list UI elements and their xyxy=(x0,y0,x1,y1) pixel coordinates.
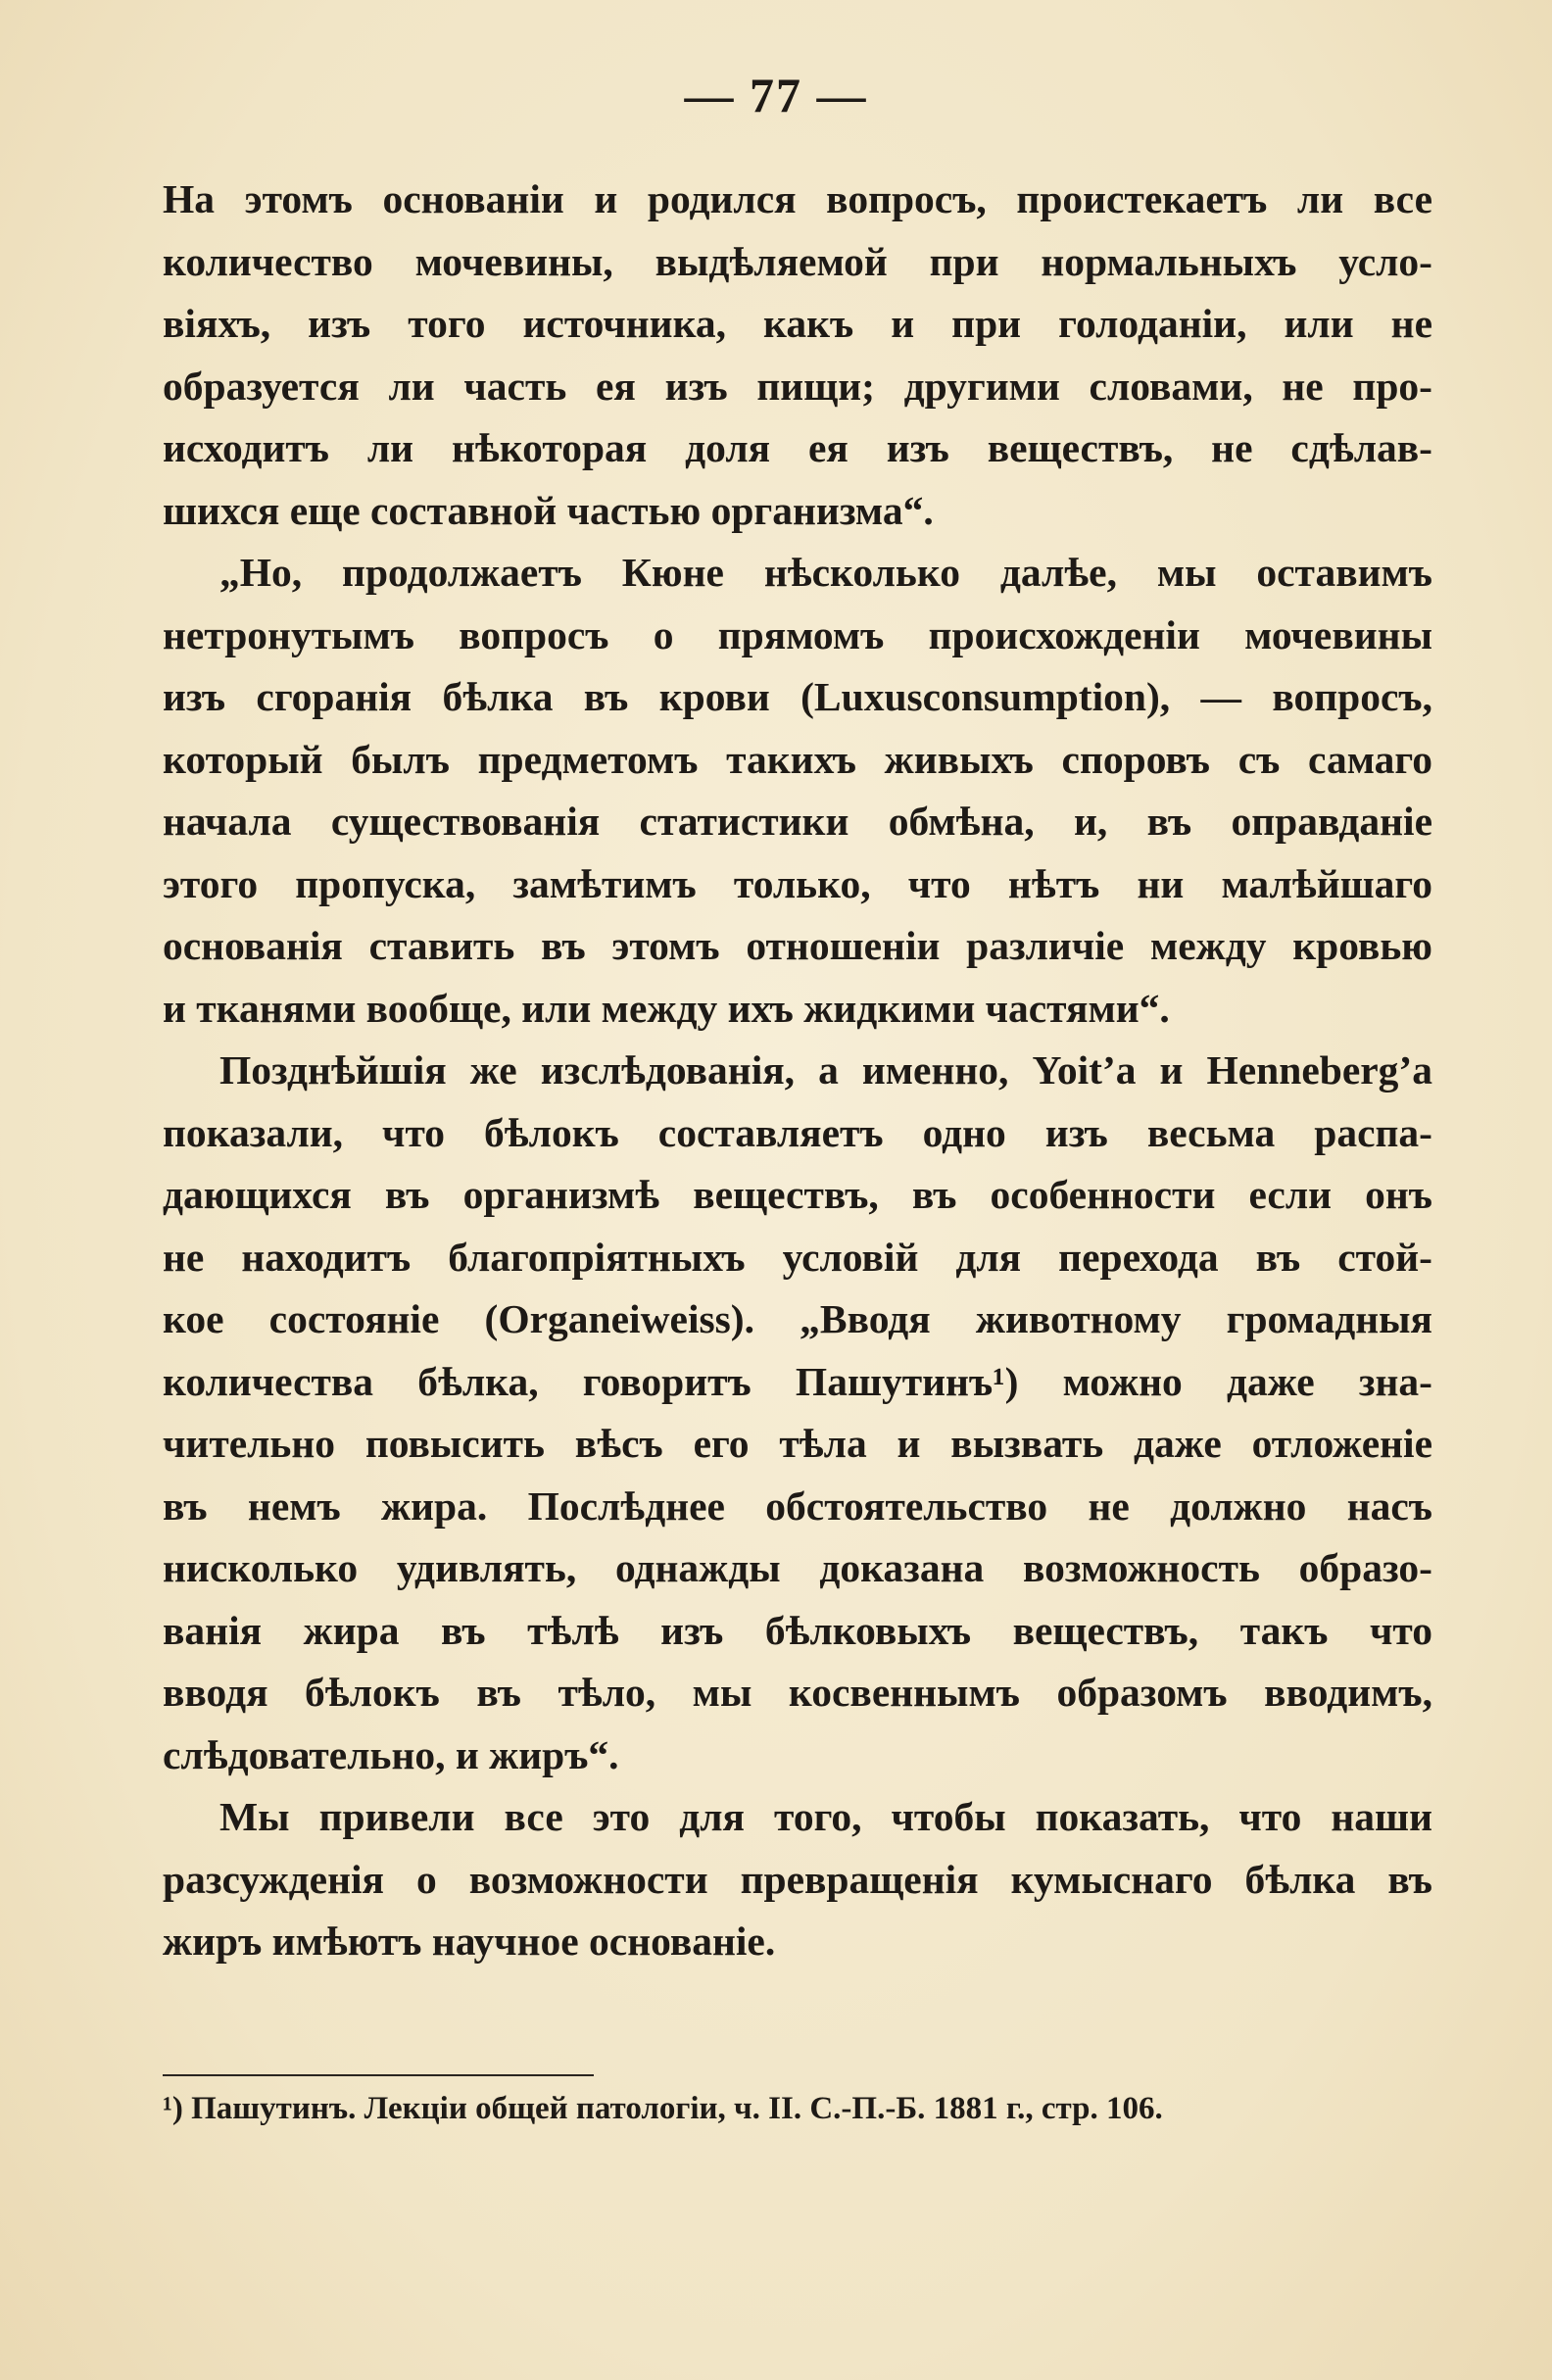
footnote: ¹) Пашутинъ. Лекціи общей патологіи, ч. II. С.-П.-Б. 1881 г., стр. 106. xyxy=(163,2091,1163,2126)
text-line: ванія жира въ тѣлѣ изъ бѣлковыхъ веществъ, такъ что xyxy=(163,1607,1432,1653)
text-line: количества бѣлка, говоритъ Пашутинъ¹) можно даже зна- xyxy=(163,1358,1432,1404)
text-line: Мы привели все это для того, чтобы показать, что наши xyxy=(219,1794,1432,1839)
text-line: вводя бѣлокъ въ тѣло, мы косвеннымъ образомъ вводимъ, xyxy=(163,1670,1432,1715)
body-text xyxy=(163,169,1432,1973)
text-line: Позднѣйшія же изслѣдованія, а именно, Yoit’a и Henneberg’a xyxy=(219,1047,1432,1093)
page-number: — 77 — xyxy=(684,68,868,122)
text-line: исходитъ ли нѣкоторая доля ея изъ веществъ, не сдѣлав- xyxy=(163,425,1432,470)
text-line: который былъ предметомъ такихъ живыхъ споровъ съ самаго xyxy=(163,736,1432,782)
text-line: шихся еще составной частью организма“. xyxy=(163,487,934,533)
text-line: нетронутымъ вопросъ о прямомъ происхожденіи мочевины xyxy=(163,611,1432,657)
text-line: разсужденія о возможности превращенія кумыснаго бѣлка въ xyxy=(163,1856,1432,1902)
text-line: чительно повысить вѣсъ его тѣла и вызвать даже отложеніе xyxy=(163,1421,1432,1466)
text-line: кое состояніе (Organeiweiss). „Вводя животному громадныя xyxy=(163,1296,1432,1341)
text-line: нисколько удивлять, однажды доказана возможность образо- xyxy=(163,1545,1432,1590)
text-line: жиръ имѣютъ научное основаніе. xyxy=(163,1919,776,1964)
footnote-divider xyxy=(163,2074,594,2076)
text-line: На этомъ основаніи и родился вопросъ, проистекаетъ ли все xyxy=(163,176,1432,221)
text-line: въ немъ жира. Послѣднее обстоятельство не должно насъ xyxy=(163,1482,1432,1529)
text-line: „Но, продолжаетъ Кюне нѣсколько далѣе, мы оставимъ xyxy=(219,550,1432,595)
text-line: слѣдовательно, и жиръ“. xyxy=(163,1731,619,1777)
text-line: этого пропуска, замѣтимъ только, что нѣтъ ни малѣйшаго xyxy=(163,860,1432,906)
text-line: образуется ли часть ея изъ пищи; другими словами, не про- xyxy=(163,363,1432,409)
text-line: показали, что бѣлокъ составляетъ одно изъ весьма распа- xyxy=(163,1109,1432,1155)
text-line: віяхъ, изъ того источника, какъ и при голоданіи, или не xyxy=(163,301,1432,346)
text-line: начала существованія статистики обмѣна, и, въ оправданіе xyxy=(163,799,1432,844)
text-line: и тканями вообще, или между ихъ жидкими частями“. xyxy=(163,985,1170,1031)
text-line: не находитъ благопріятныхъ условій для перехода въ стой- xyxy=(163,1234,1432,1280)
text-line: количество мочевины, выдѣляемой при нормальныхъ усло- xyxy=(163,238,1432,284)
text-line: основанія ставить въ этомъ отношеніи различіе между кровью xyxy=(163,923,1432,968)
text-line: дающихся въ организмѣ веществъ, въ особенности если онъ xyxy=(163,1172,1432,1217)
text-line: изъ сгоранія бѣлка въ крови (Luxusconsumption), — вопросъ, xyxy=(163,674,1432,719)
